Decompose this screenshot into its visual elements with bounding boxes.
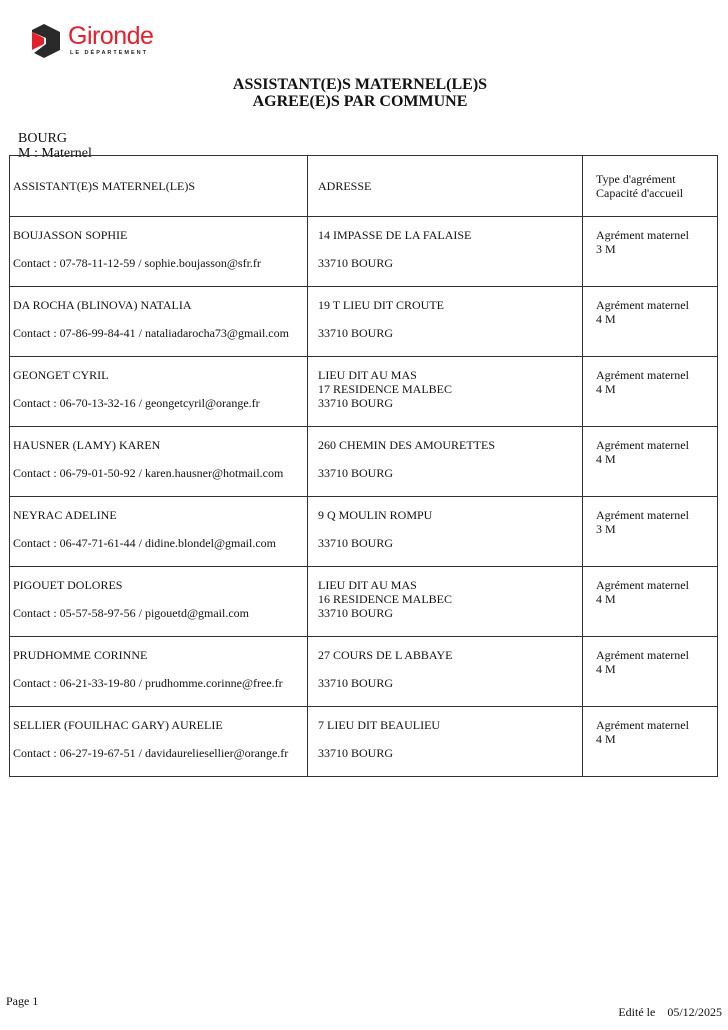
assistant-cell [10, 217, 308, 287]
header-type [583, 156, 718, 217]
agreement-type: Agrément maternel [596, 298, 689, 312]
table-row [10, 357, 718, 427]
agreement-type: Agrément maternel [596, 438, 689, 452]
table-row [10, 287, 718, 357]
address-postcode-city: 33710 BOURG [318, 746, 394, 760]
logo-subtitle: LE DÉPARTEMENT [70, 50, 149, 56]
assistant-name: NEYRAC ADELINE [13, 508, 117, 522]
address-cell [308, 217, 583, 287]
agreement-type: Agrément maternel [596, 368, 689, 382]
assistant-name: BOUJASSON SOPHIE [13, 228, 128, 242]
assistant-cell [10, 497, 308, 567]
assistant-contact: Contact : 06-21-33-19-80 / prudhomme.corinne@free.fr [13, 676, 283, 690]
assistant-contact: Contact : 06-47-71-61-44 / didine.blondel@gmail.com [13, 536, 277, 550]
agreement-cell [583, 287, 718, 357]
table-row [10, 707, 718, 777]
address-postcode-city: 33710 BOURG [318, 256, 394, 270]
address-cell [308, 567, 583, 637]
assistant-contact: Contact : 07-86-99-84-41 / nataliadarocha73@gmail.com [13, 326, 289, 340]
edited-label: Edité le [618, 1005, 656, 1019]
edited-date [618, 1005, 722, 1020]
address-cell [308, 427, 583, 497]
assistant-contact: Contact : 07-78-11-12-59 / sophie.boujasson@sfr.fr [13, 256, 261, 270]
assistant-contact: Contact : 06-79-01-50-92 / karen.hausner@hotmail.com [13, 466, 284, 480]
capacity: 4 M [596, 452, 616, 466]
agreement-cell [583, 497, 718, 567]
assistant-name: GEONGET CYRIL [13, 368, 109, 382]
address-line2: 17 RESIDENCE MALBEC [318, 382, 453, 396]
agreement-cell [583, 427, 718, 497]
assistant-name: DA ROCHA (BLINOVA) NATALIA [13, 298, 192, 312]
commune-name: BOURG [18, 131, 68, 146]
capacity: 4 M [596, 382, 616, 396]
edited-date-value: 05/12/2025 [667, 1005, 722, 1019]
address-cell [308, 637, 583, 707]
page-title-line1: ASSISTANT(E)S MATERNEL(LE)S [232, 76, 488, 93]
address-line1: 260 CHEMIN DES AMOURETTES [318, 438, 496, 452]
capacity: 4 M [596, 662, 616, 676]
address-line2: 16 RESIDENCE MALBEC [318, 592, 453, 606]
table-row [10, 427, 718, 497]
capacity: 4 M [596, 312, 616, 326]
page-title-line2: AGREE(E)S PAR COMMUNE [252, 93, 468, 110]
header-address: ADRESSE [308, 156, 583, 217]
capacity: 3 M [596, 522, 616, 536]
assistant-contact: Contact : 06-70-13-32-16 / geongetcyril@orange.fr [13, 396, 260, 410]
agreement-cell [583, 217, 718, 287]
address-cell [308, 707, 583, 777]
header-capacity-label: Capacité d'accueil [596, 186, 684, 200]
agreement-type: Agrément maternel [596, 228, 689, 242]
type-legend: M : Maternel [18, 146, 92, 161]
logo-text: Gironde [68, 22, 154, 50]
assistant-cell [10, 637, 308, 707]
agreement-cell [583, 707, 718, 777]
table-row [10, 217, 718, 287]
header-name: ASSISTANT(E)S MATERNEL(LE)S [10, 156, 308, 217]
address-cell [308, 497, 583, 567]
capacity: 3 M [596, 242, 616, 256]
address-postcode-city: 33710 BOURG [318, 466, 394, 480]
assistant-cell [10, 427, 308, 497]
agreement-type: Agrément maternel [596, 508, 689, 522]
assistant-name: HAUSNER (LAMY) KAREN [13, 438, 161, 452]
header-type-label: Type d'agrément [596, 172, 676, 186]
address-line1: 14 IMPASSE DE LA FALAISE [318, 228, 472, 242]
address-postcode-city: 33710 BOURG [318, 606, 394, 620]
assistant-contact: Contact : 05-57-58-97-56 / pigouetd@gmail.com [13, 606, 250, 620]
address-line1: LIEU DIT AU MAS [318, 368, 417, 382]
assistant-cell [10, 287, 308, 357]
agreement-type: Agrément maternel [596, 578, 689, 592]
table-header-row [10, 156, 718, 217]
capacity: 4 M [596, 732, 616, 746]
assistant-name: PRUDHOMME CORINNE [13, 648, 148, 662]
agreement-type: Agrément maternel [596, 718, 689, 732]
page-number: Page 1 [6, 994, 39, 1008]
assistant-cell [10, 567, 308, 637]
table-row [10, 567, 718, 637]
address-cell [308, 357, 583, 427]
agreement-type: Agrément maternel [596, 648, 689, 662]
assistant-name: PIGOUET DOLORES [13, 578, 123, 592]
address-line1: 19 T LIEU DIT CROUTE [318, 298, 444, 312]
address-postcode-city: 33710 BOURG [318, 676, 394, 690]
table-row [10, 497, 718, 567]
address-postcode-city: 33710 BOURG [318, 396, 394, 410]
address-line1: 27 COURS DE L ABBAYE [318, 648, 453, 662]
capacity: 4 M [596, 592, 616, 606]
address-line1: 9 Q MOULIN ROMPU [318, 508, 433, 522]
address-postcode-city: 33710 BOURG [318, 326, 394, 340]
address-line1: LIEU DIT AU MAS [318, 578, 417, 592]
agreement-cell [583, 637, 718, 707]
assistant-name: SELLIER (FOUILHAC GARY) AURELIE [13, 718, 223, 732]
address-postcode-city: 33710 BOURG [318, 536, 394, 550]
address-line1: 7 LIEU DIT BEAULIEU [318, 718, 441, 732]
address-cell [308, 287, 583, 357]
agreement-cell [583, 567, 718, 637]
assistants-table [9, 155, 718, 777]
assistant-contact: Contact : 06-27-19-67-51 / davidaureliesellier@orange.fr [13, 746, 289, 760]
assistant-cell [10, 707, 308, 777]
table-row [10, 637, 718, 707]
assistant-cell [10, 357, 308, 427]
agreement-cell [583, 357, 718, 427]
